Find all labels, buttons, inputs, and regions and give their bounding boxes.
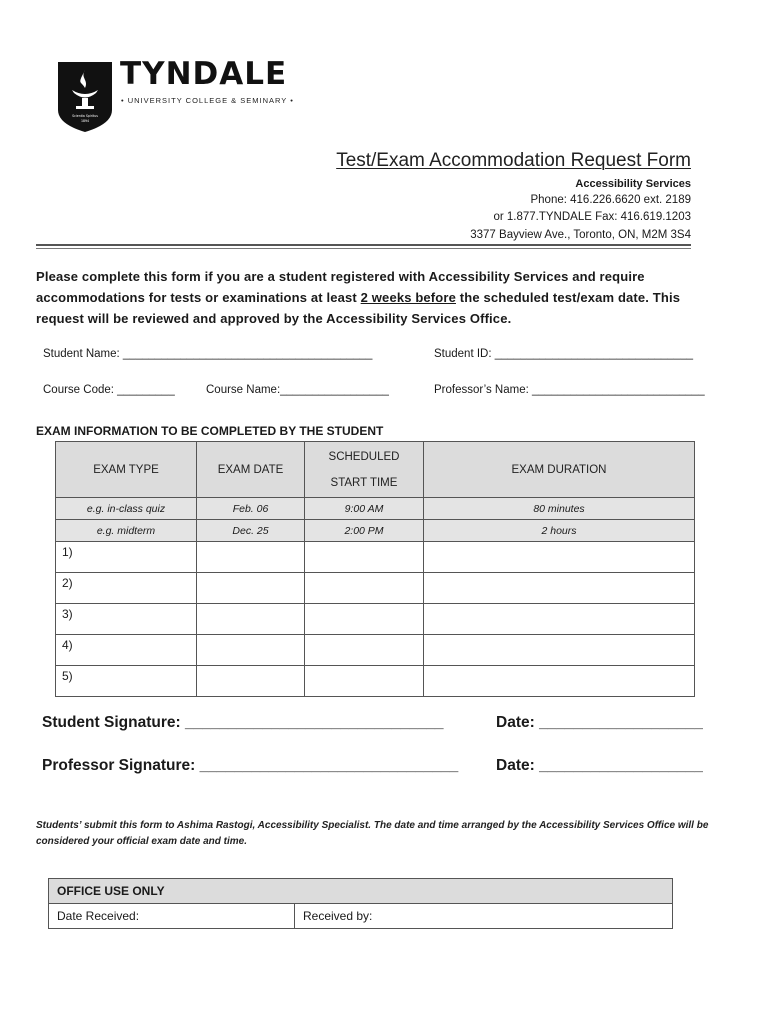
submission-note: Students’ submit this form to Ashima Rastogi, Accessibility Specialist. The date and time arranged by the Accessibility Services Office will be considered your official exam date and time. xyxy=(36,820,709,847)
row-number[interactable]: 4) xyxy=(56,635,197,666)
col-exam-date: EXAM DATE xyxy=(197,442,305,498)
office-fields-row xyxy=(49,904,673,929)
row-number[interactable]: 3) xyxy=(56,604,197,635)
table-row xyxy=(56,666,695,697)
date-cell[interactable] xyxy=(197,666,305,697)
header-divider xyxy=(36,244,691,246)
example-row xyxy=(56,520,695,542)
instructions-text: Please complete this form if you are a student registered with Accessibility Services and require accommodations for tests or examinations at least xyxy=(36,269,645,305)
course-code-field[interactable]: Course Code: _________ xyxy=(43,384,175,396)
form-title: Test/Exam Accommodation Request Form xyxy=(336,150,691,171)
svg-text:1894: 1894 xyxy=(80,119,90,123)
duration-cell[interactable] xyxy=(424,573,695,604)
office-use-heading: OFFICE USE ONLY xyxy=(49,879,673,904)
example-time: 9:00 AM xyxy=(305,498,424,520)
example-row xyxy=(56,498,695,520)
time-cell[interactable] xyxy=(305,542,424,573)
exam-info-table xyxy=(55,441,695,697)
logo-tagline: • UNIVERSITY COLLEGE & SEMINARY • xyxy=(121,96,294,105)
office-header-row xyxy=(49,879,673,904)
professor-name-field[interactable]: Professor’s Name: ___________________________ xyxy=(434,384,705,396)
table-header-row xyxy=(56,442,695,498)
example-time: 2:00 PM xyxy=(305,520,424,542)
exam-section-heading: EXAM INFORMATION TO BE COMPLETED BY THE STUDENT xyxy=(36,424,384,438)
duration-cell[interactable] xyxy=(424,635,695,666)
col-start-time xyxy=(305,442,424,498)
deadline-emphasis: 2 weeks before xyxy=(360,290,456,305)
example-date: Dec. 25 xyxy=(197,520,305,542)
received-by-field[interactable]: Received by: xyxy=(295,904,673,929)
office-use-table xyxy=(48,878,673,929)
logo-wordmark: TYNDALE xyxy=(120,56,288,92)
time-cell[interactable] xyxy=(305,635,424,666)
time-cell[interactable] xyxy=(305,573,424,604)
phone-line: Phone: 416.226.6620 ext. 2189 xyxy=(530,194,691,206)
table-row xyxy=(56,573,695,604)
table-row xyxy=(56,542,695,573)
header-divider-thin xyxy=(36,248,691,249)
time-cell[interactable] xyxy=(305,666,424,697)
example-date: Feb. 06 xyxy=(197,498,305,520)
date-cell[interactable] xyxy=(197,542,305,573)
row-number[interactable]: 1) xyxy=(56,542,197,573)
row-number[interactable]: 2) xyxy=(56,573,197,604)
student-signature-field[interactable]: Student Signature: ______________________________ xyxy=(42,714,444,731)
row-number[interactable]: 5) xyxy=(56,666,197,697)
col-start-time-line1: SCHEDULED xyxy=(328,450,400,463)
professor-date-field[interactable]: Date: ___________________ xyxy=(496,757,703,774)
col-start-time-line2: START TIME xyxy=(330,476,398,489)
course-name-field[interactable]: Course Name:_________________ xyxy=(206,384,389,396)
instructions-text-cont: the scheduled test/exam date. This request will be reviewed and approved by the Accessibility Services Office. xyxy=(36,290,681,326)
col-exam-type: EXAM TYPE xyxy=(56,442,197,498)
date-cell[interactable] xyxy=(197,635,305,666)
professor-signature-field[interactable]: Professor Signature: ______________________________ xyxy=(42,757,459,774)
table-row xyxy=(56,635,695,666)
example-type: e.g. in-class quiz xyxy=(56,498,197,520)
department-name: Accessibility Services xyxy=(575,178,691,190)
duration-cell[interactable] xyxy=(424,604,695,635)
date-received-field[interactable]: Date Received: xyxy=(49,904,295,929)
date-cell[interactable] xyxy=(197,573,305,604)
table-row xyxy=(56,604,695,635)
tyndale-seal-logo xyxy=(58,62,112,132)
student-id-field[interactable]: Student ID: _______________________________ xyxy=(434,348,693,360)
date-cell[interactable] xyxy=(197,604,305,635)
instructions-paragraph xyxy=(36,266,716,329)
example-duration: 2 hours xyxy=(424,520,695,542)
student-date-field[interactable]: Date: ___________________ xyxy=(496,714,703,731)
duration-cell[interactable] xyxy=(424,542,695,573)
example-duration: 80 minutes xyxy=(424,498,695,520)
address-line: 3377 Bayview Ave., Toronto, ON, M2M 3S4 xyxy=(470,229,691,241)
time-cell[interactable] xyxy=(305,604,424,635)
example-type: e.g. midterm xyxy=(56,520,197,542)
svg-text:Scientia Spiritus: Scientia Spiritus xyxy=(72,114,98,118)
col-exam-duration: EXAM DURATION xyxy=(424,442,695,498)
student-name-field[interactable]: Student Name: _______________________________________ xyxy=(43,348,373,360)
duration-cell[interactable] xyxy=(424,666,695,697)
fax-line: or 1.877.TYNDALE Fax: 416.619.1203 xyxy=(493,211,691,223)
